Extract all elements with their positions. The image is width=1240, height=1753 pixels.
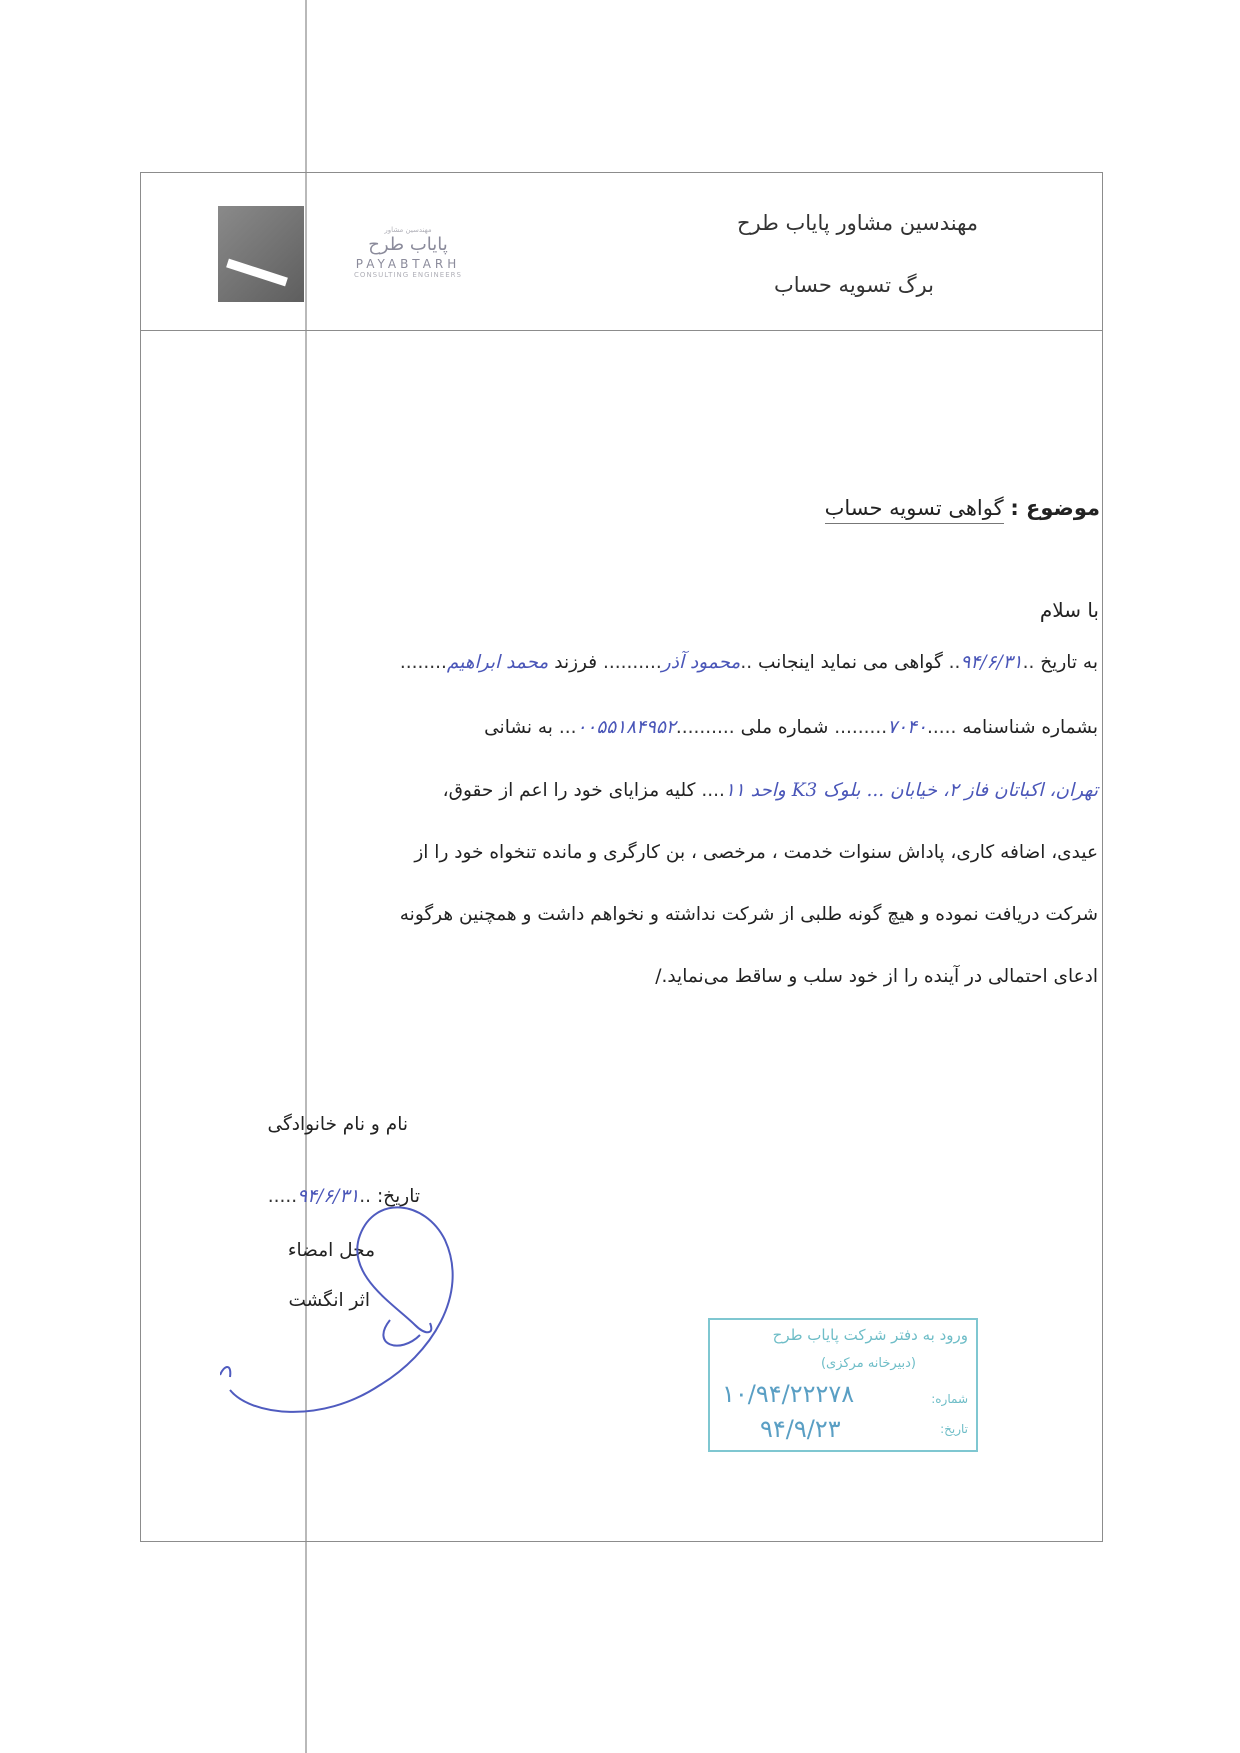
logo-small-en: CONSULTING ENGINEERS: [354, 271, 462, 279]
stamp-number-value: ۱۰/۹۴/۲۲۲۷۸: [722, 1380, 855, 1408]
body-line-4: عیدی، اضافه کاری، پاداش سنوات خدمت ، مرخصی ، بن کارگری و مانده تنخواه خود را از: [414, 842, 1098, 863]
company-logo-mark: [218, 206, 304, 302]
company-name: مهندسین مشاور پایاب طرح: [736, 211, 978, 235]
header-divider: [140, 330, 1103, 331]
subject-label: موضوع :: [1010, 496, 1100, 520]
child-of-label: فرزند: [554, 652, 598, 673]
body-line-2: بشماره شناسنامه .....۷۰۴۰......... شماره ملی ..........۰۰۵۵۱۸۴۹۵۲... به نشانی: [484, 717, 1098, 738]
logo-name-en: PAYABTARH: [355, 257, 461, 271]
handwritten-id-number: ۷۰۴۰: [887, 717, 927, 738]
logo-stroke: [226, 259, 288, 287]
body-line-5: شرکت دریافت نموده و هیچ گونه طلبی از شرکت نداشته و نخواهم داشت و همچنین هرگونه: [399, 904, 1098, 925]
received-stamp: [708, 1318, 978, 1452]
logo-name-fa: پایاب طرح: [368, 234, 448, 255]
stamp-date-label: تاریخ:: [940, 1422, 968, 1436]
signature-place-label: محل امضاء: [287, 1240, 375, 1261]
handwritten-address: تهران، اکباتان فاز ۲، خیابان ... بلوک K3 واحد ۱۱: [724, 780, 1098, 801]
id-number-label: بشماره شناسنامه: [962, 717, 1098, 738]
benefits-text: کلیه مزایای خود را اعم از حقوق،: [442, 780, 696, 801]
footer-date-value: ۹۴/۶/۳۱: [297, 1186, 360, 1207]
body-line-1: به تاریخ ..۹۴/۶/۳۱.. گواهی می نماید اینجانب ..محمود آذر.......... فرزند محمد ابراهیم........: [399, 652, 1098, 673]
subject-line: [825, 496, 1100, 520]
national-id-label: شماره ملی: [740, 717, 829, 738]
handwritten-father-name: محمد ابراهیم: [446, 652, 549, 673]
footer-date: تاریخ: ..۹۴/۶/۳۱.....: [267, 1186, 420, 1207]
body-line-6: ادعای احتمالی در آینده را از خود سلب و ساقط می‌نماید./: [655, 966, 1098, 987]
date-prefix: به تاریخ: [1040, 652, 1098, 673]
form-title: برگ تسویه حساب: [774, 273, 934, 297]
handwritten-signature: [220, 1185, 480, 1425]
body-line-3: تهران، اکباتان فاز ۲، خیابان ... بلوک K3 واحد ۱۱.... کلیه مزایای خود را اعم از حقوق،: [442, 780, 1098, 801]
stamp-number-label: شماره:: [931, 1392, 968, 1406]
stamp-line-2: (دبیرخانه مرکزی): [820, 1356, 916, 1371]
handwritten-name: محمود آذر: [661, 652, 741, 673]
company-logo-text: [318, 226, 498, 279]
stamp-date-value: ۹۴/۹/۲۳: [760, 1415, 841, 1443]
footer-date-label: تاریخ:: [376, 1186, 420, 1207]
certify-text: گواهی می نماید اینجانب: [758, 652, 943, 673]
fingerprint-label: اثر انگشت: [288, 1290, 370, 1311]
handwritten-date: ۹۴/۶/۳۱: [960, 652, 1023, 673]
name-label: نام و نام خانوادگی: [267, 1114, 408, 1135]
stamp-line-1: ورود به دفتر شرکت پایاب طرح: [772, 1326, 968, 1344]
subject-value: گواهی تسویه حساب: [825, 496, 1004, 524]
handwritten-national-id: ۰۰۵۵۱۸۴۹۵۲: [576, 717, 676, 738]
greeting: با سلام: [1039, 598, 1099, 622]
address-label: به نشانی: [484, 717, 553, 738]
logo-small-fa: مهندسین مشاور: [384, 226, 432, 234]
